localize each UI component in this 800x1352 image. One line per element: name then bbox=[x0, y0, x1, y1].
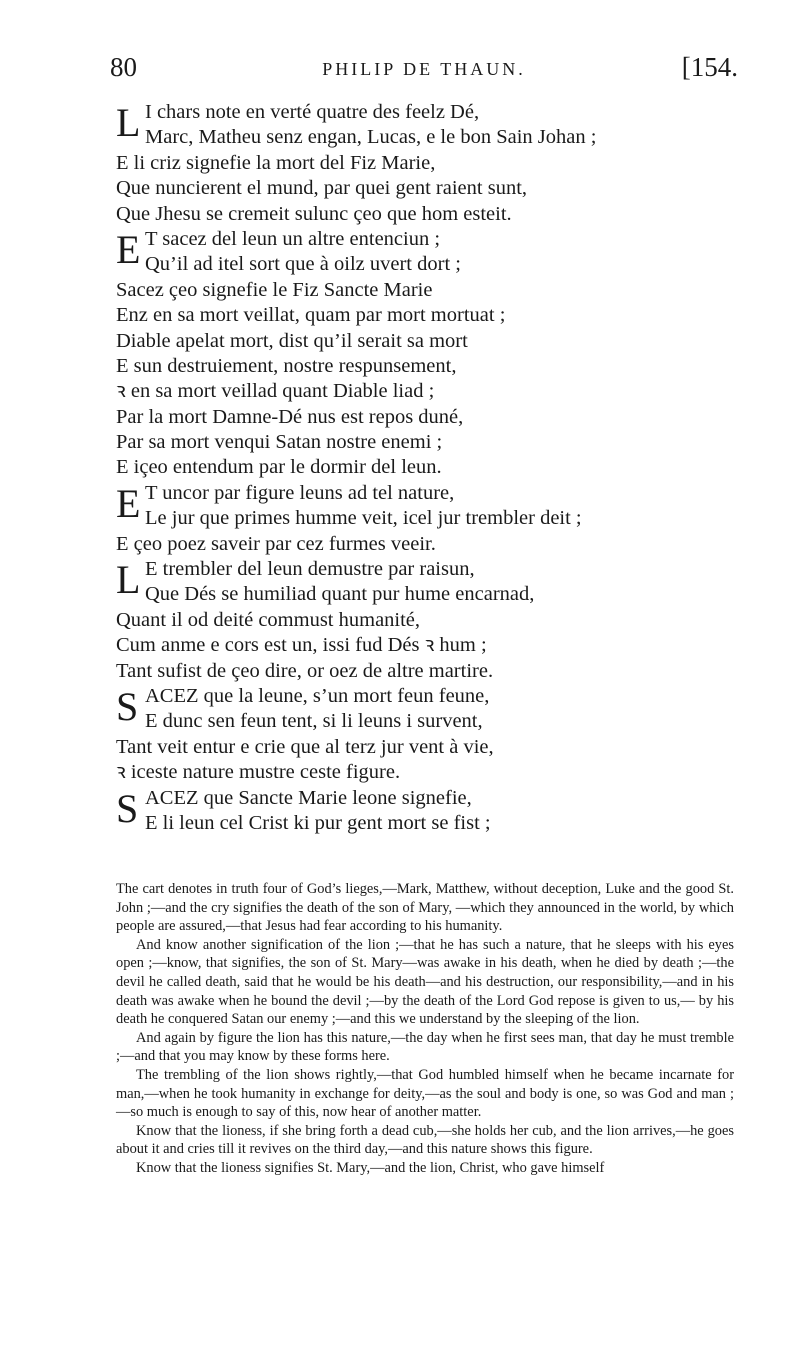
verse-line bbox=[116, 176, 756, 201]
verse-line-text: Qu’il ad itel sort que à oilz uvert dort ; bbox=[145, 253, 461, 276]
verse-line bbox=[116, 582, 756, 607]
verse-line bbox=[116, 506, 756, 531]
translation-paragraph: Know that the lioness signifies St. Mary,—and the lion, Christ, who gave himself bbox=[136, 1159, 605, 1176]
translation-text bbox=[116, 880, 734, 1178]
verse-line bbox=[116, 405, 756, 430]
verse-line-text: Que Dés se humiliad quant pur hume encarnad, bbox=[145, 583, 535, 606]
verse-line-text: Cum anme e cors est un, issi fud Dés ꝛ hum ; bbox=[116, 634, 487, 657]
verse-line-text: T sacez del leun un altre entenciun ; bbox=[145, 227, 441, 250]
verse-line bbox=[116, 811, 756, 836]
verse-line-text: E li criz signefie la mort del Fiz Marie, bbox=[116, 151, 436, 174]
verse-line-text: E dunc sen feun tent, si li leuns i survent, bbox=[145, 710, 483, 733]
verse-line-text: Par sa mort venqui Satan nostre enemi ; bbox=[116, 431, 443, 454]
verse-line-text: E trembler del leun demustre par raisun, bbox=[145, 558, 475, 581]
verse-line bbox=[116, 709, 756, 734]
verse-line-text: T uncor par figure leuns ad tel nature, bbox=[145, 481, 455, 504]
drop-cap: E bbox=[116, 480, 141, 526]
verse-line bbox=[116, 125, 756, 150]
verse-line bbox=[116, 303, 756, 328]
drop-cap: L bbox=[116, 557, 141, 603]
verse-line-text: ꝛ en sa mort veillad quant Diable liad ; bbox=[116, 380, 435, 403]
running-header bbox=[110, 52, 738, 92]
verse-line-text: E içeo entendum par le dormir del leun. bbox=[116, 456, 442, 479]
verse-line-text: Marc, Matheu senz engan, Lucas, e le bon Sain Johan ; bbox=[145, 126, 597, 149]
verse-line-text: Enz en sa mort veillat, quam par mort mortuat ; bbox=[116, 304, 506, 327]
verse-line-text: Par la mort Damne-Dé nus est repos duné, bbox=[116, 405, 464, 428]
verse-line-text: E sun destruiement, nostre respunsement, bbox=[116, 354, 457, 377]
verse-line-text: Tant sufist de çeo dire, or oez de altre martire. bbox=[116, 659, 494, 682]
verse-line bbox=[116, 659, 756, 684]
verse-line-text: Que nuncierent el mund, par quei gent raient sunt, bbox=[116, 177, 528, 200]
translation-paragraph: The cart denotes in truth four of God’s lieges,—Mark, Matthew, without deception, Luke and the good St. John ;—and the cry signifies the death of the son of Mary, —which they announced in the world, by which people are assured,—that Jesus had fear according to his humanity. bbox=[116, 881, 734, 935]
drop-cap: S bbox=[116, 785, 139, 831]
verse-line bbox=[116, 278, 756, 303]
drop-cap: L bbox=[116, 100, 141, 145]
verse-text bbox=[116, 100, 756, 836]
translation-paragraph: And again by figure the lion has this nature,—the day when he first sees man, that day he must tremble ;—and that you may know by these forms here. bbox=[116, 1029, 734, 1065]
translation-paragraph: Know that the lioness, if she bring forth a dead cub,—she holds her cub, and the lion arrives,—he goes about it and cries till it revives on the third day,—and this nature shows this figure. bbox=[116, 1122, 734, 1158]
drop-cap: E bbox=[116, 226, 141, 272]
verse-line-text: Tant veit entur e crie que al terz jur vent à vie, bbox=[116, 735, 494, 758]
verse-line-text: E çeo poez saveir par cez furmes veeir. bbox=[116, 532, 436, 555]
verse-line bbox=[116, 252, 756, 277]
verse-line bbox=[116, 608, 756, 633]
verse-line-text: ACEZ que Sancte Marie leone signefie, bbox=[145, 786, 472, 809]
verse-line-text: Diable apelat mort, dist qu’il serait sa mort bbox=[116, 329, 468, 352]
verse-line-text: Que Jhesu se cremeit sulunc çeo que hom esteit. bbox=[116, 202, 512, 225]
verse-line bbox=[116, 354, 756, 379]
verse-line bbox=[116, 532, 756, 557]
translation-paragraph: The trembling of the lion shows rightly,—that God humbled himself when he became incarnate for man,—when he took humanity in exchange for deity,—as the soul and body is one, so was God and man ;—so much is enough to say of this, now hear of another matter. bbox=[116, 1066, 734, 1121]
verse-line-text: Le jur que primes humme veit, icel jur trembler deit ; bbox=[145, 507, 582, 530]
verse-line bbox=[116, 202, 756, 227]
verse-line bbox=[116, 379, 756, 404]
running-title: PHILIP DE THAUN. bbox=[322, 59, 526, 79]
verse-line-text: E li leun cel Crist ki pur gent mort se fist ; bbox=[145, 811, 491, 834]
translation-paragraph: And know another signification of the lion ;—that he has such a nature, that he sleeps with his eyes open ;—know, that signifies, the son of St. Mary—was awake in his death, when he died by death ;—the devil he called death, said that he would be his death—and his destruction, our responsibility,—and in his death was awake when he bound the devil ;—by the death of the Lord God repose is given to us,— by his death he conquered Satan our enemy ;—and this we understand by the sleeping of the lion. bbox=[116, 936, 734, 1028]
section-number: [154. bbox=[681, 52, 738, 82]
verse-line-text: I chars note en verté quatre des feelz Dé, bbox=[145, 101, 480, 123]
drop-cap: S bbox=[116, 683, 139, 729]
verse-line bbox=[116, 329, 756, 354]
verse-line bbox=[116, 455, 756, 480]
verse-line bbox=[116, 735, 756, 760]
page-number: 80 bbox=[110, 52, 137, 82]
verse-line-text: ꝛ iceste nature mustre ceste figure. bbox=[116, 761, 401, 784]
verse-line bbox=[116, 430, 756, 455]
verse-line bbox=[116, 633, 756, 658]
verse-line bbox=[116, 151, 756, 176]
verse-line-text: Sacez çeo signefie le Fiz Sancte Marie bbox=[116, 278, 433, 301]
verse-line-text: ACEZ que la leune, s’un mort feun feune, bbox=[145, 684, 490, 707]
verse-line-text: Quant il od deité commust humanité, bbox=[116, 608, 421, 631]
verse-line bbox=[116, 760, 756, 785]
